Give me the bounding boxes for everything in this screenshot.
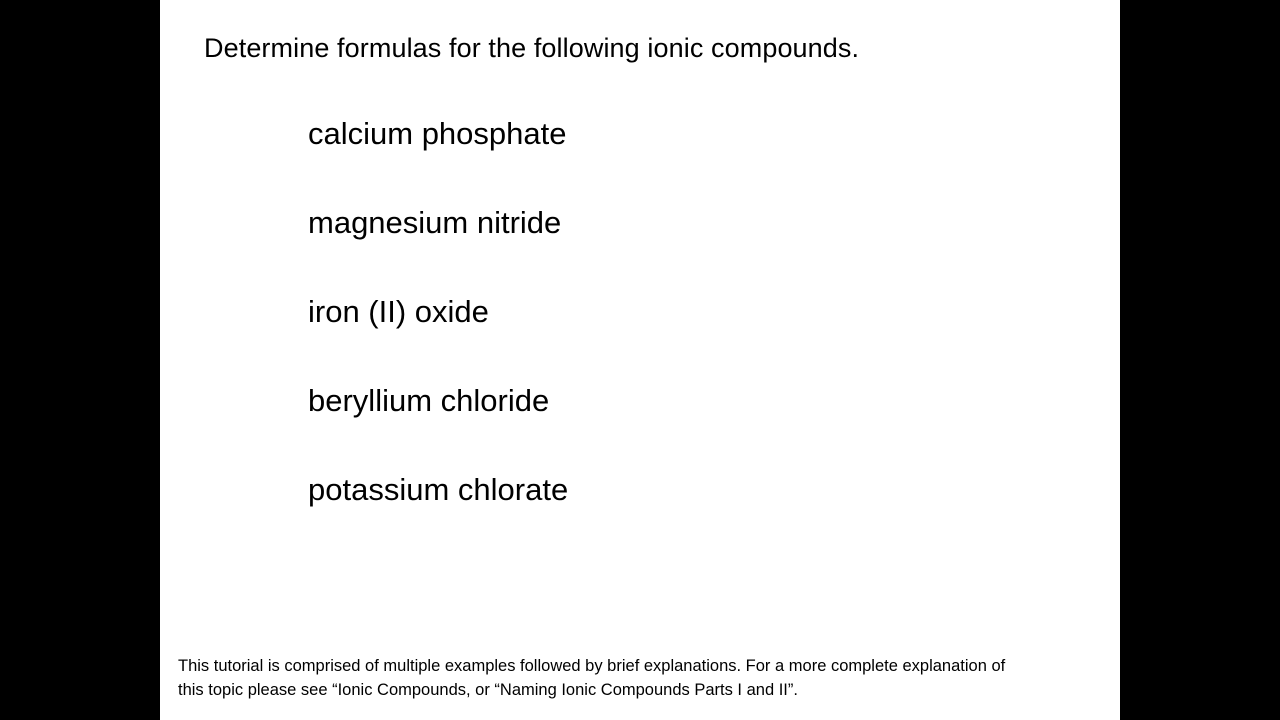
list-item: potassium chlorate bbox=[308, 472, 569, 507]
letterbox-left bbox=[0, 0, 160, 720]
list-item: calcium phosphate bbox=[308, 116, 567, 151]
slide-prompt: Determine formulas for the following ionic compounds. bbox=[204, 33, 860, 63]
list-item: beryllium chloride bbox=[308, 383, 550, 418]
letterbox-right bbox=[1120, 0, 1280, 720]
footnote-line-1: This tutorial is comprised of multiple examples followed by brief explanations. For a more complete explanation of bbox=[178, 657, 1006, 675]
compound-list bbox=[308, 118, 1008, 563]
footnote bbox=[178, 655, 1098, 703]
list-item: iron (II) oxide bbox=[308, 294, 489, 329]
footnote-line-2: this topic please see “Ionic Compounds, or “Naming Ionic Compounds Parts I and II”. bbox=[178, 680, 798, 699]
list-item: magnesium nitride bbox=[308, 205, 562, 240]
slide-canvas bbox=[160, 0, 1120, 720]
